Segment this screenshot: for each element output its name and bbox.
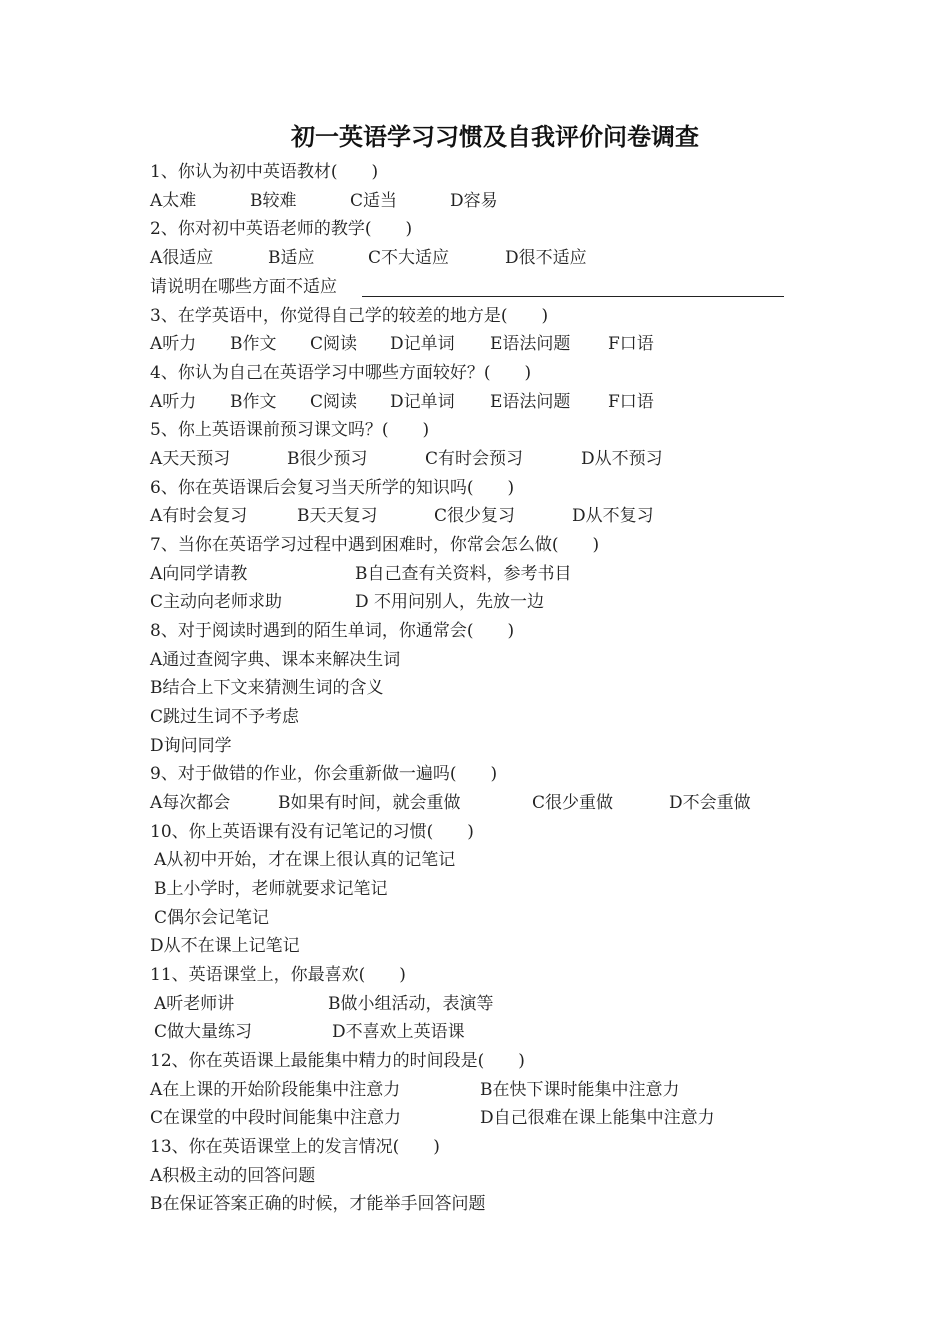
option-b[interactable]: B很少预习 (287, 449, 368, 469)
option-b[interactable]: B自己查有关资料，参考书目 (355, 564, 572, 584)
option-d[interactable]: D从不复习 (572, 506, 654, 526)
option-a[interactable]: A通过查阅字典、课本来解决生词 (150, 650, 401, 670)
option-c[interactable]: C主动向老师求助 (150, 592, 283, 612)
option-f[interactable]: F口语 (608, 334, 654, 354)
option-a[interactable]: A向同学请教 (150, 564, 248, 584)
question-10: 10、你上英语课有没有记笔记的习惯( ) (150, 822, 474, 842)
question-1: 1、你认为初中英语教材( ) (150, 162, 379, 182)
note-row-q2 (150, 273, 790, 301)
option-c[interactable]: C跳过生词不予考虑 (150, 707, 300, 727)
option-d[interactable]: D自己很难在课上能集中注意力 (480, 1108, 715, 1128)
options-row-q7b (150, 588, 750, 616)
option-e[interactable]: E语法问题 (490, 334, 571, 354)
option-d[interactable]: D记单词 (390, 334, 455, 354)
option-a[interactable]: A有时会复习 (150, 506, 248, 526)
option-b[interactable]: B上小学时，老师就要求记笔记 (154, 879, 388, 899)
question-13: 13、你在英语课堂上的发言情况( ) (150, 1137, 440, 1157)
options-row-q11a (154, 990, 554, 1018)
option-a[interactable]: A在上课的开始阶段能集中注意力 (150, 1080, 401, 1100)
option-c[interactable]: C适当 (350, 191, 398, 211)
option-a[interactable]: A听力 (150, 334, 197, 354)
option-b[interactable]: B在快下课时能集中注意力 (480, 1080, 680, 1100)
options-row-q12a (150, 1076, 790, 1104)
option-c[interactable]: C很少复习 (434, 506, 516, 526)
option-a[interactable]: A听力 (150, 392, 197, 412)
option-c[interactable]: C做大量练习 (154, 1022, 253, 1042)
options-row-q7a (150, 560, 750, 588)
option-d[interactable]: D从不在课上记笔记 (150, 936, 300, 956)
options-row-q12b (150, 1104, 790, 1132)
option-a[interactable]: A太难 (150, 191, 197, 211)
option-d[interactable]: D容易 (450, 191, 498, 211)
option-c[interactable]: C有时会预习 (425, 449, 524, 469)
option-a[interactable]: A从初中开始，才在课上很认真的记笔记 (154, 850, 456, 870)
option-d[interactable]: D询问同学 (150, 736, 232, 756)
page-title: 初一英语学习习惯及自我评价问卷调查 (291, 122, 699, 151)
question-8: 8、对于阅读时遇到的陌生单词，你通常会( ) (150, 621, 515, 641)
question-5: 5、你上英语课前预习课文吗？( ) (150, 420, 430, 440)
option-a[interactable]: A积极主动的回答问题 (150, 1166, 316, 1186)
option-b[interactable]: B较难 (250, 191, 297, 211)
option-c[interactable]: C阅读 (310, 392, 358, 412)
option-c[interactable]: C很少重做 (532, 793, 614, 813)
question-2: 2、你对初中英语老师的教学( ) (150, 219, 413, 239)
note-label: 请说明在哪些方面不适应 (150, 277, 337, 297)
question-3: 3、在学英语中，你觉得自己学的较差的地方是( ) (150, 306, 549, 326)
option-d[interactable]: D 不用问别人，先放一边 (355, 592, 545, 612)
option-a[interactable]: A听老师讲 (154, 994, 235, 1014)
option-d[interactable]: D很不适应 (505, 248, 587, 268)
question-11: 11、英语课堂上，你最喜欢( ) (150, 965, 406, 985)
option-e[interactable]: E语法问题 (490, 392, 571, 412)
options-row-q9 (150, 789, 790, 817)
option-a[interactable]: A每次都会 (150, 793, 231, 813)
option-d[interactable]: D从不预习 (581, 449, 663, 469)
question-7: 7、当你在英语学习过程中遇到困难时，你常会怎么做( ) (150, 535, 600, 555)
option-c[interactable]: C不大适应 (368, 248, 450, 268)
question-12: 12、你在英语课上最能集中精力的时间段是( ) (150, 1051, 525, 1071)
options-row-q11b (154, 1018, 554, 1046)
option-b[interactable]: B作文 (230, 392, 277, 412)
question-6: 6、你在英语课后会复习当天所学的知识吗( ) (150, 478, 515, 498)
option-b[interactable]: B作文 (230, 334, 277, 354)
option-d[interactable]: D不喜欢上英语课 (332, 1022, 465, 1042)
option-d[interactable]: D不会重做 (669, 793, 751, 813)
answer-blank[interactable] (362, 273, 784, 297)
option-d[interactable]: D记单词 (390, 392, 455, 412)
option-c[interactable]: C在课堂的中段时间能集中注意力 (150, 1108, 402, 1128)
option-b[interactable]: B结合上下文来猜测生词的含义 (150, 678, 384, 698)
option-c[interactable]: C偶尔会记笔记 (154, 908, 270, 928)
option-b[interactable]: B在保证答案正确的时候，才能举手回答问题 (150, 1194, 486, 1214)
option-b[interactable]: B如果有时间，就会重做 (278, 793, 461, 813)
option-b[interactable]: B做小组活动，表演等 (328, 994, 494, 1014)
option-a[interactable]: A天天预习 (150, 449, 231, 469)
option-b[interactable]: B适应 (268, 248, 315, 268)
option-c[interactable]: C阅读 (310, 334, 358, 354)
option-f[interactable]: F口语 (608, 392, 654, 412)
option-a[interactable]: A很适应 (150, 248, 214, 268)
question-4: 4、你认为自己在英语学习中哪些方面较好？( ) (150, 363, 532, 383)
question-9: 9、对于做错的作业，你会重新做一遍吗( ) (150, 764, 498, 784)
option-b[interactable]: B天天复习 (297, 506, 378, 526)
